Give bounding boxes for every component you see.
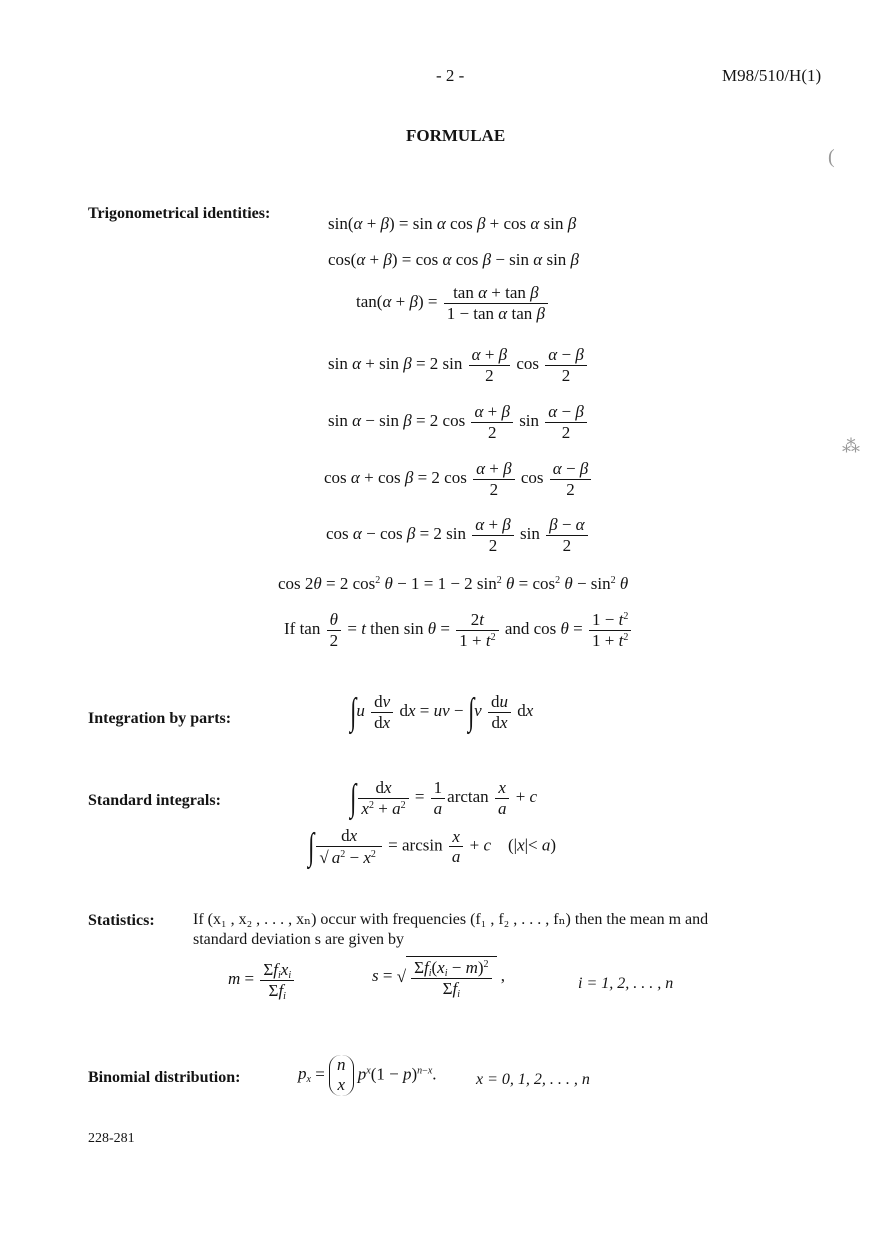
scan-mark: ( xyxy=(828,146,835,168)
formula-standard-deviation: s = √ $\frac{\Sigma f_i(x_i - m)^2}{\Sigma f_i}$ , xyxy=(372,958,506,1000)
statistics-label: Statistics: xyxy=(88,912,155,929)
formula-tan-sum: tan(α + β) = $\frac{\text{tan α + tan β}}{\text{1 − tan α tan β}}$ xyxy=(356,283,550,323)
formula-double-angle: cos 2θ = 2 $\cos^2 \theta - 1 = 1 - 2$ $\sin^2 \theta = \cos^2 \theta - \sin^2 \theta$ xyxy=(278,574,629,593)
binomial-distribution-label: Binomial distribution: xyxy=(88,1069,241,1086)
formula-arctan-integral: ∫ $\frac{dx}{x^2 + a^2}$ = $\frac{1}{a}$ arctan $\frac{x}{a}$ + c xyxy=(350,777,538,820)
formula-cos-minus-cos: cos α − cos β = 2 sin $\frac{\alpha + \beta}{2}$ sin $\frac{\beta - \alpha}{2}$ xyxy=(326,515,590,555)
index-range: i = 1, 2, . . . , n xyxy=(578,975,674,992)
formula-sin-plus-sin: sin α + sin β = 2 sin $\frac{\alpha + \beta}{2}$ cos $\frac{\alpha - \beta}{2}$ xyxy=(328,345,589,385)
trig-identities-label: Trigonometrical identities: xyxy=(88,205,271,222)
statistics-text-line2: standard deviation s are given by xyxy=(193,931,405,948)
page-number: - 2 - xyxy=(436,66,465,85)
paper-code: M98/510/H(1) xyxy=(722,66,822,85)
scan-mark: ⁂ xyxy=(842,436,860,456)
binomial-range: x = 0, 1, 2, . . . , n xyxy=(476,1071,590,1088)
formula-integration-by-parts: ∫u $\frac{dv}{dx}$ dx = uv − ∫v $\frac{du}{dx}$ dx xyxy=(350,691,534,734)
formula-cos-sum: cos(α + β) = cos α cos β − sin α sin β xyxy=(328,250,580,269)
formula-binomial: $p_x$ = n x $p^x(1 - p)^{n-x}$. xyxy=(298,1055,437,1095)
formula-cos-plus-cos: cos α + cos β = 2 cos $\frac{\alpha + \beta}{2}$ cos $\frac{\alpha - \beta}{2}$ xyxy=(324,459,593,499)
integration-by-parts-label: Integration by parts: xyxy=(88,710,232,727)
formula-mean: m = $\frac{\Sigma f_ix_i}{\Sigma f_i}$ xyxy=(228,960,296,1000)
statistics-text-line1: If (x₁ , x₂ , . . . , xₙ) occur with frequencies (f₁ , f₂ , . . . , fₙ) then the mean m and xyxy=(193,911,709,928)
formula-sin-minus-sin: sin α − sin β = 2 cos $\frac{\alpha + \beta}{2}$ sin $\frac{\alpha - \beta}{2}$ xyxy=(328,402,589,442)
formula-sin-sum: sin(α + β) = sin α cos β + cos α sin β xyxy=(328,214,577,233)
standard-integrals-label: Standard integrals: xyxy=(88,792,221,809)
footer-code: 228-281 xyxy=(88,1131,135,1146)
formula-t-substitution: If tan $\frac{\theta}{2}$ = t then sin θ = $\frac{2t}{1 + t^2}$ and cos θ = $\frac{1 - t^2}{1 + t^2}$ xyxy=(284,610,633,650)
formula-arcsin-integral: ∫ $\frac{dx}{√ a^2 - x^2}$ = arcsin $\frac{x}{a}$ + c (|x|< a) xyxy=(308,825,557,868)
page-title: FORMULAE xyxy=(406,126,506,145)
